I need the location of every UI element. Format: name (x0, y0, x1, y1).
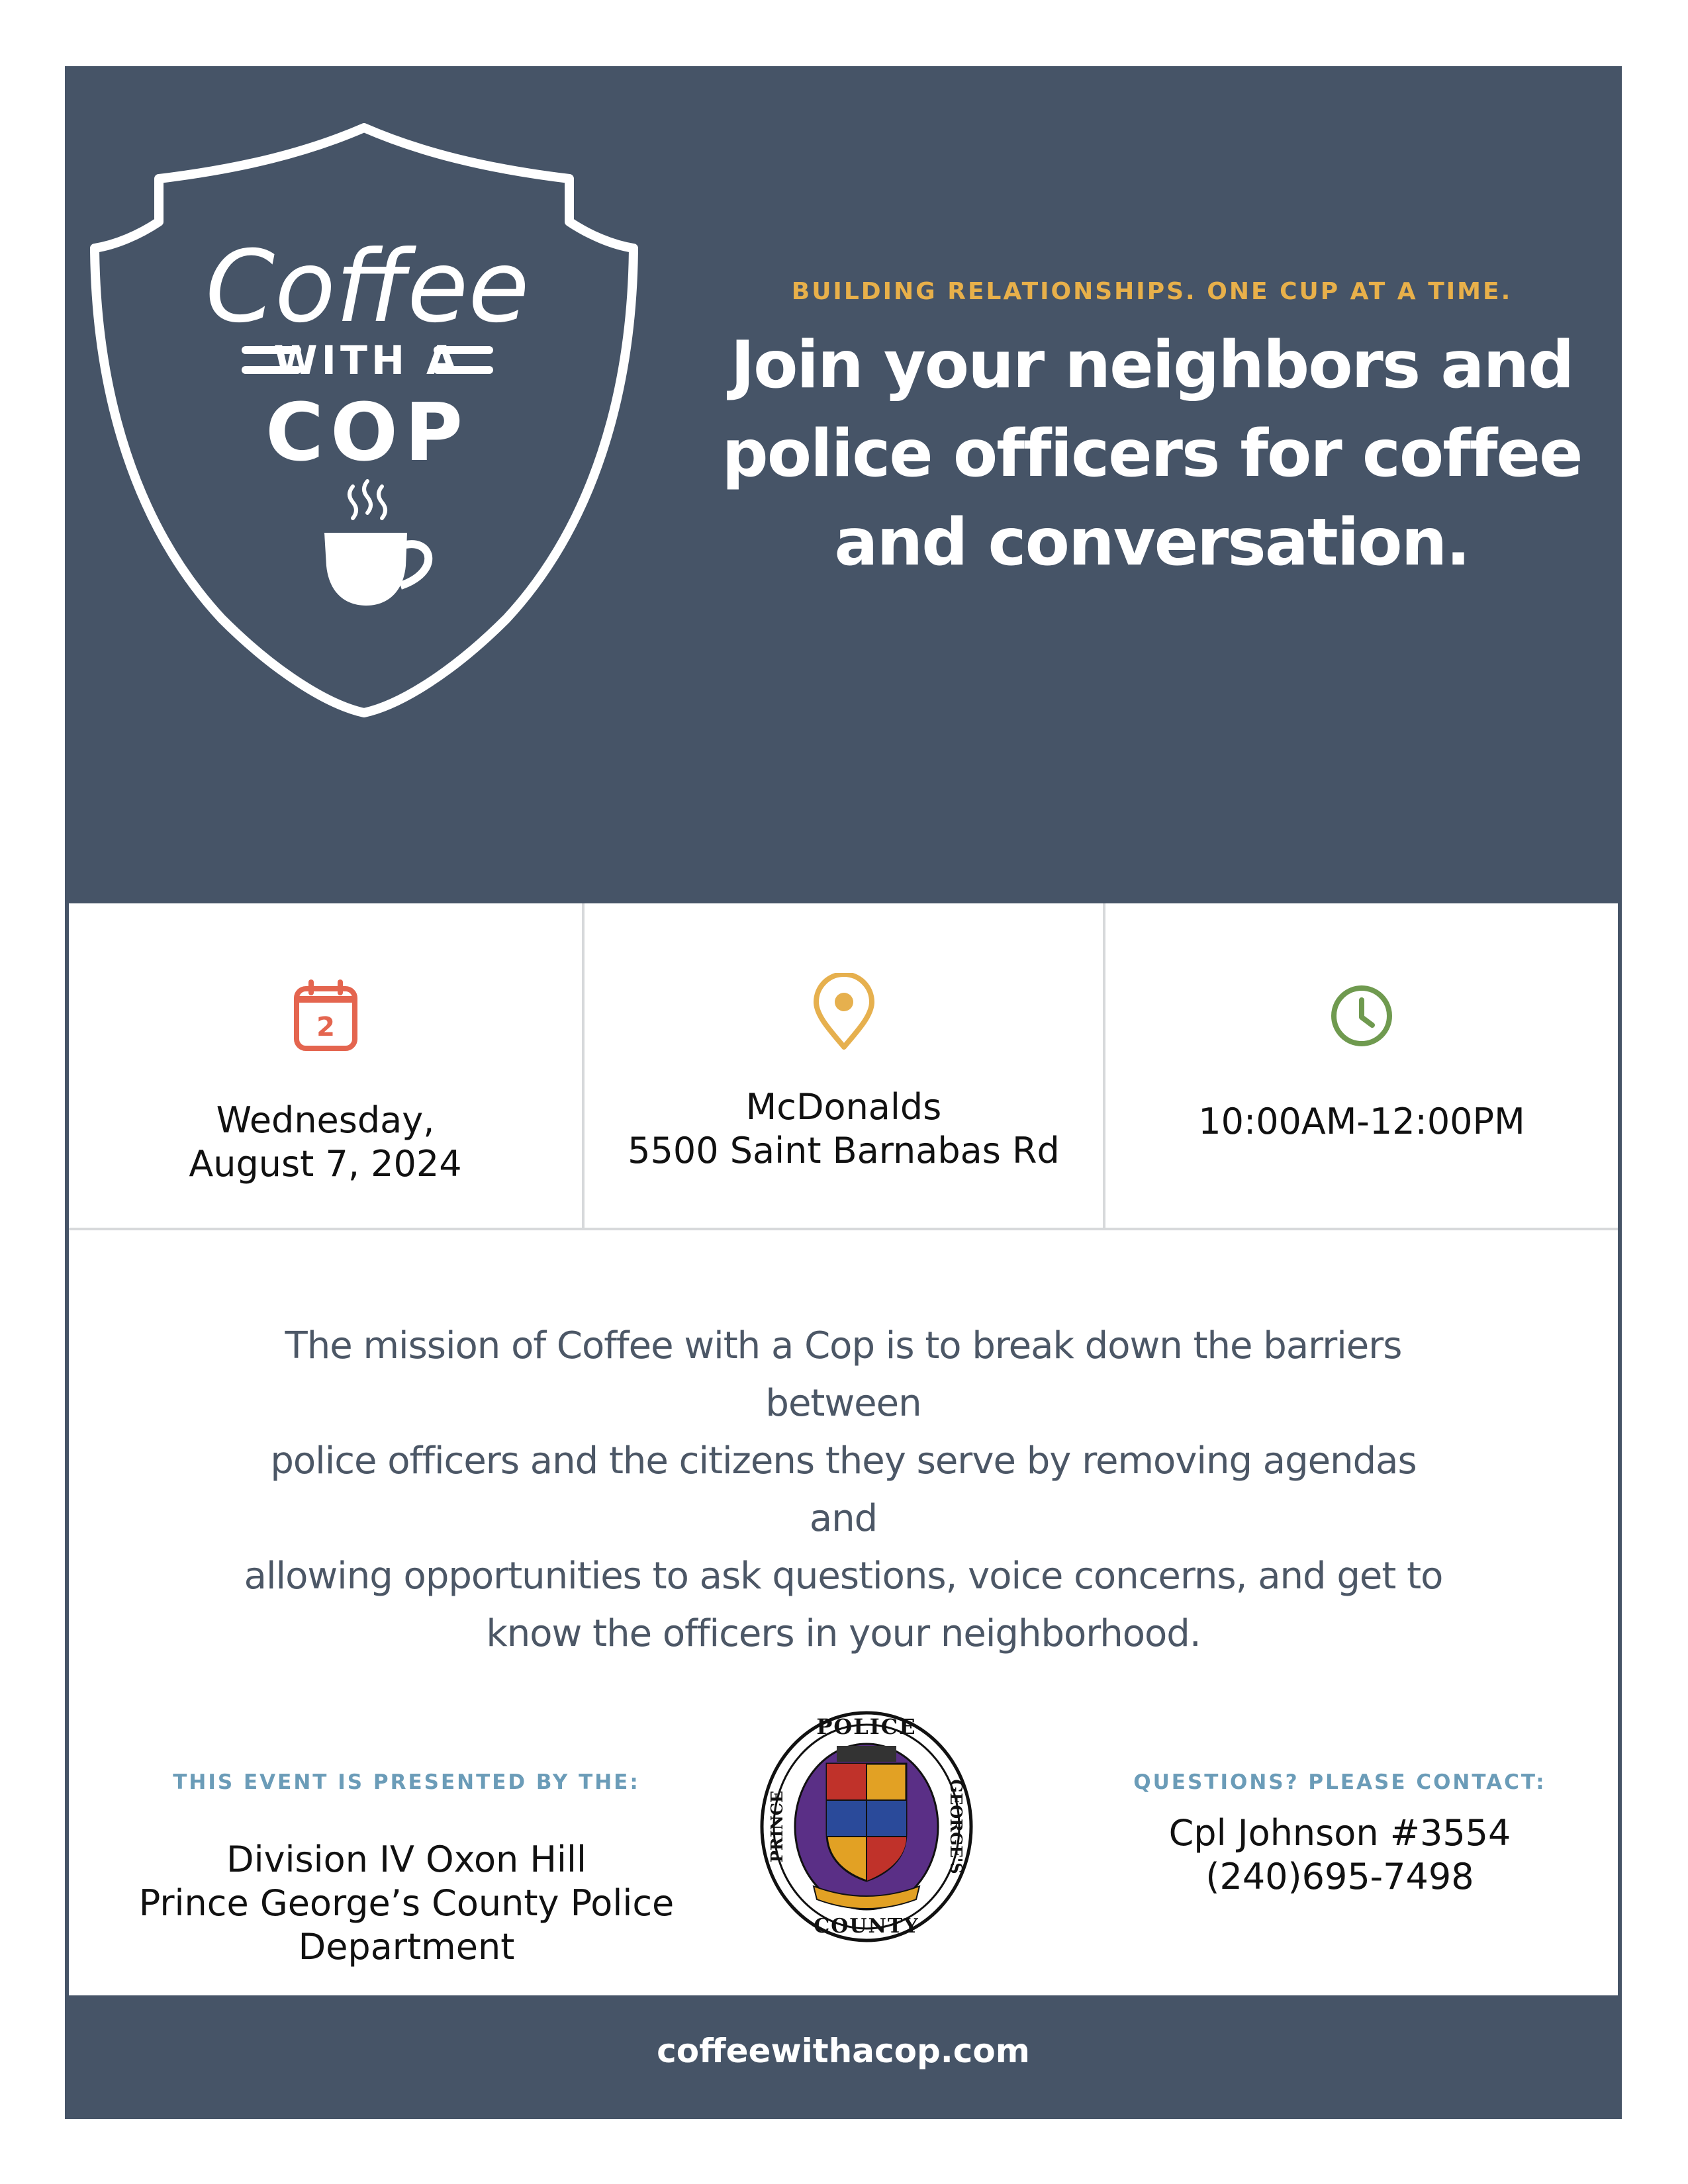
headline (722, 321, 1582, 587)
event-date (69, 1099, 582, 1186)
seal-bottom-text: COUNTY (814, 1915, 919, 1938)
website-url[interactable]: coffeewithacop.com (657, 2031, 1030, 2070)
logo-word-cop: COP (265, 387, 470, 479)
info-panel (69, 903, 1618, 1995)
headline-line: and conversation. (834, 505, 1470, 580)
seal-top-text: POLICE (816, 1714, 917, 1739)
headline-line: police officers for coffee (722, 416, 1582, 492)
coffee-cup-body (324, 533, 407, 606)
hero-text (722, 278, 1582, 587)
coffee-with-a-cop-logo (89, 116, 639, 725)
location-cell (585, 903, 1105, 1228)
event-location (585, 1085, 1103, 1173)
mission-line: allowing opportunities to ask questions, voice concerns, and get to (244, 1555, 1443, 1598)
date-line: August 7, 2024 (189, 1143, 462, 1185)
presenter-name (69, 1838, 744, 1969)
contact-info (1062, 1770, 1618, 1899)
clock-icon (1329, 983, 1395, 1049)
contact-heading: QUESTIONS? PLEASE CONTACT: (1133, 1770, 1546, 1794)
map-pin-icon (811, 973, 877, 1052)
contact-line: (240)695-7498 (1205, 1856, 1474, 1897)
presenter-line: Department (298, 1926, 515, 1968)
presented-heading: THIS EVENT IS PRESENTED BY THE: (173, 1770, 640, 1794)
mission-line: The mission of Coffee with a Cop is to break down the barriers between (285, 1324, 1402, 1425)
contact-line: Cpl Johnson #3554 (1168, 1812, 1511, 1854)
date-cell (69, 903, 585, 1228)
mission-line: police officers and the citizens they serve by removing agendas and (270, 1439, 1417, 1540)
presenter-line: Prince George’s County Police (138, 1882, 675, 1924)
event-details-row (69, 903, 1618, 1230)
logo-word-coffee: Coffee (205, 230, 530, 345)
footer (65, 1995, 1622, 2119)
time-cell (1105, 903, 1618, 1228)
presented-by (69, 1770, 744, 1969)
calendar-icon (293, 979, 359, 1052)
seal-right-text: GEORGE'S (947, 1779, 966, 1874)
headline-line: Join your neighbors and (730, 328, 1573, 403)
mission-line: know the officers in your neighborhood. (486, 1612, 1201, 1655)
contact-details (1062, 1811, 1618, 1899)
tagline: BUILDING RELATIONSHIPS. ONE CUP AT A TIME. (791, 278, 1513, 305)
date-line: Wednesday, (216, 1099, 435, 1141)
location-line: McDonalds (745, 1086, 942, 1128)
mission-statement (241, 1317, 1446, 1662)
calendar-day: 2 (316, 1012, 335, 1042)
police-seal-badge (757, 1707, 976, 1946)
coffee-cup-icon (350, 481, 385, 518)
seal-left-text: PRINCE (767, 1790, 786, 1863)
event-time: 10:00AM-12:00PM (1198, 1101, 1525, 1142)
logo-word-with-a: WITH A (273, 338, 461, 384)
presenter-line: Division IV Oxon Hill (226, 1839, 586, 1880)
location-line: 5500 Saint Barnabas Rd (628, 1130, 1060, 1171)
